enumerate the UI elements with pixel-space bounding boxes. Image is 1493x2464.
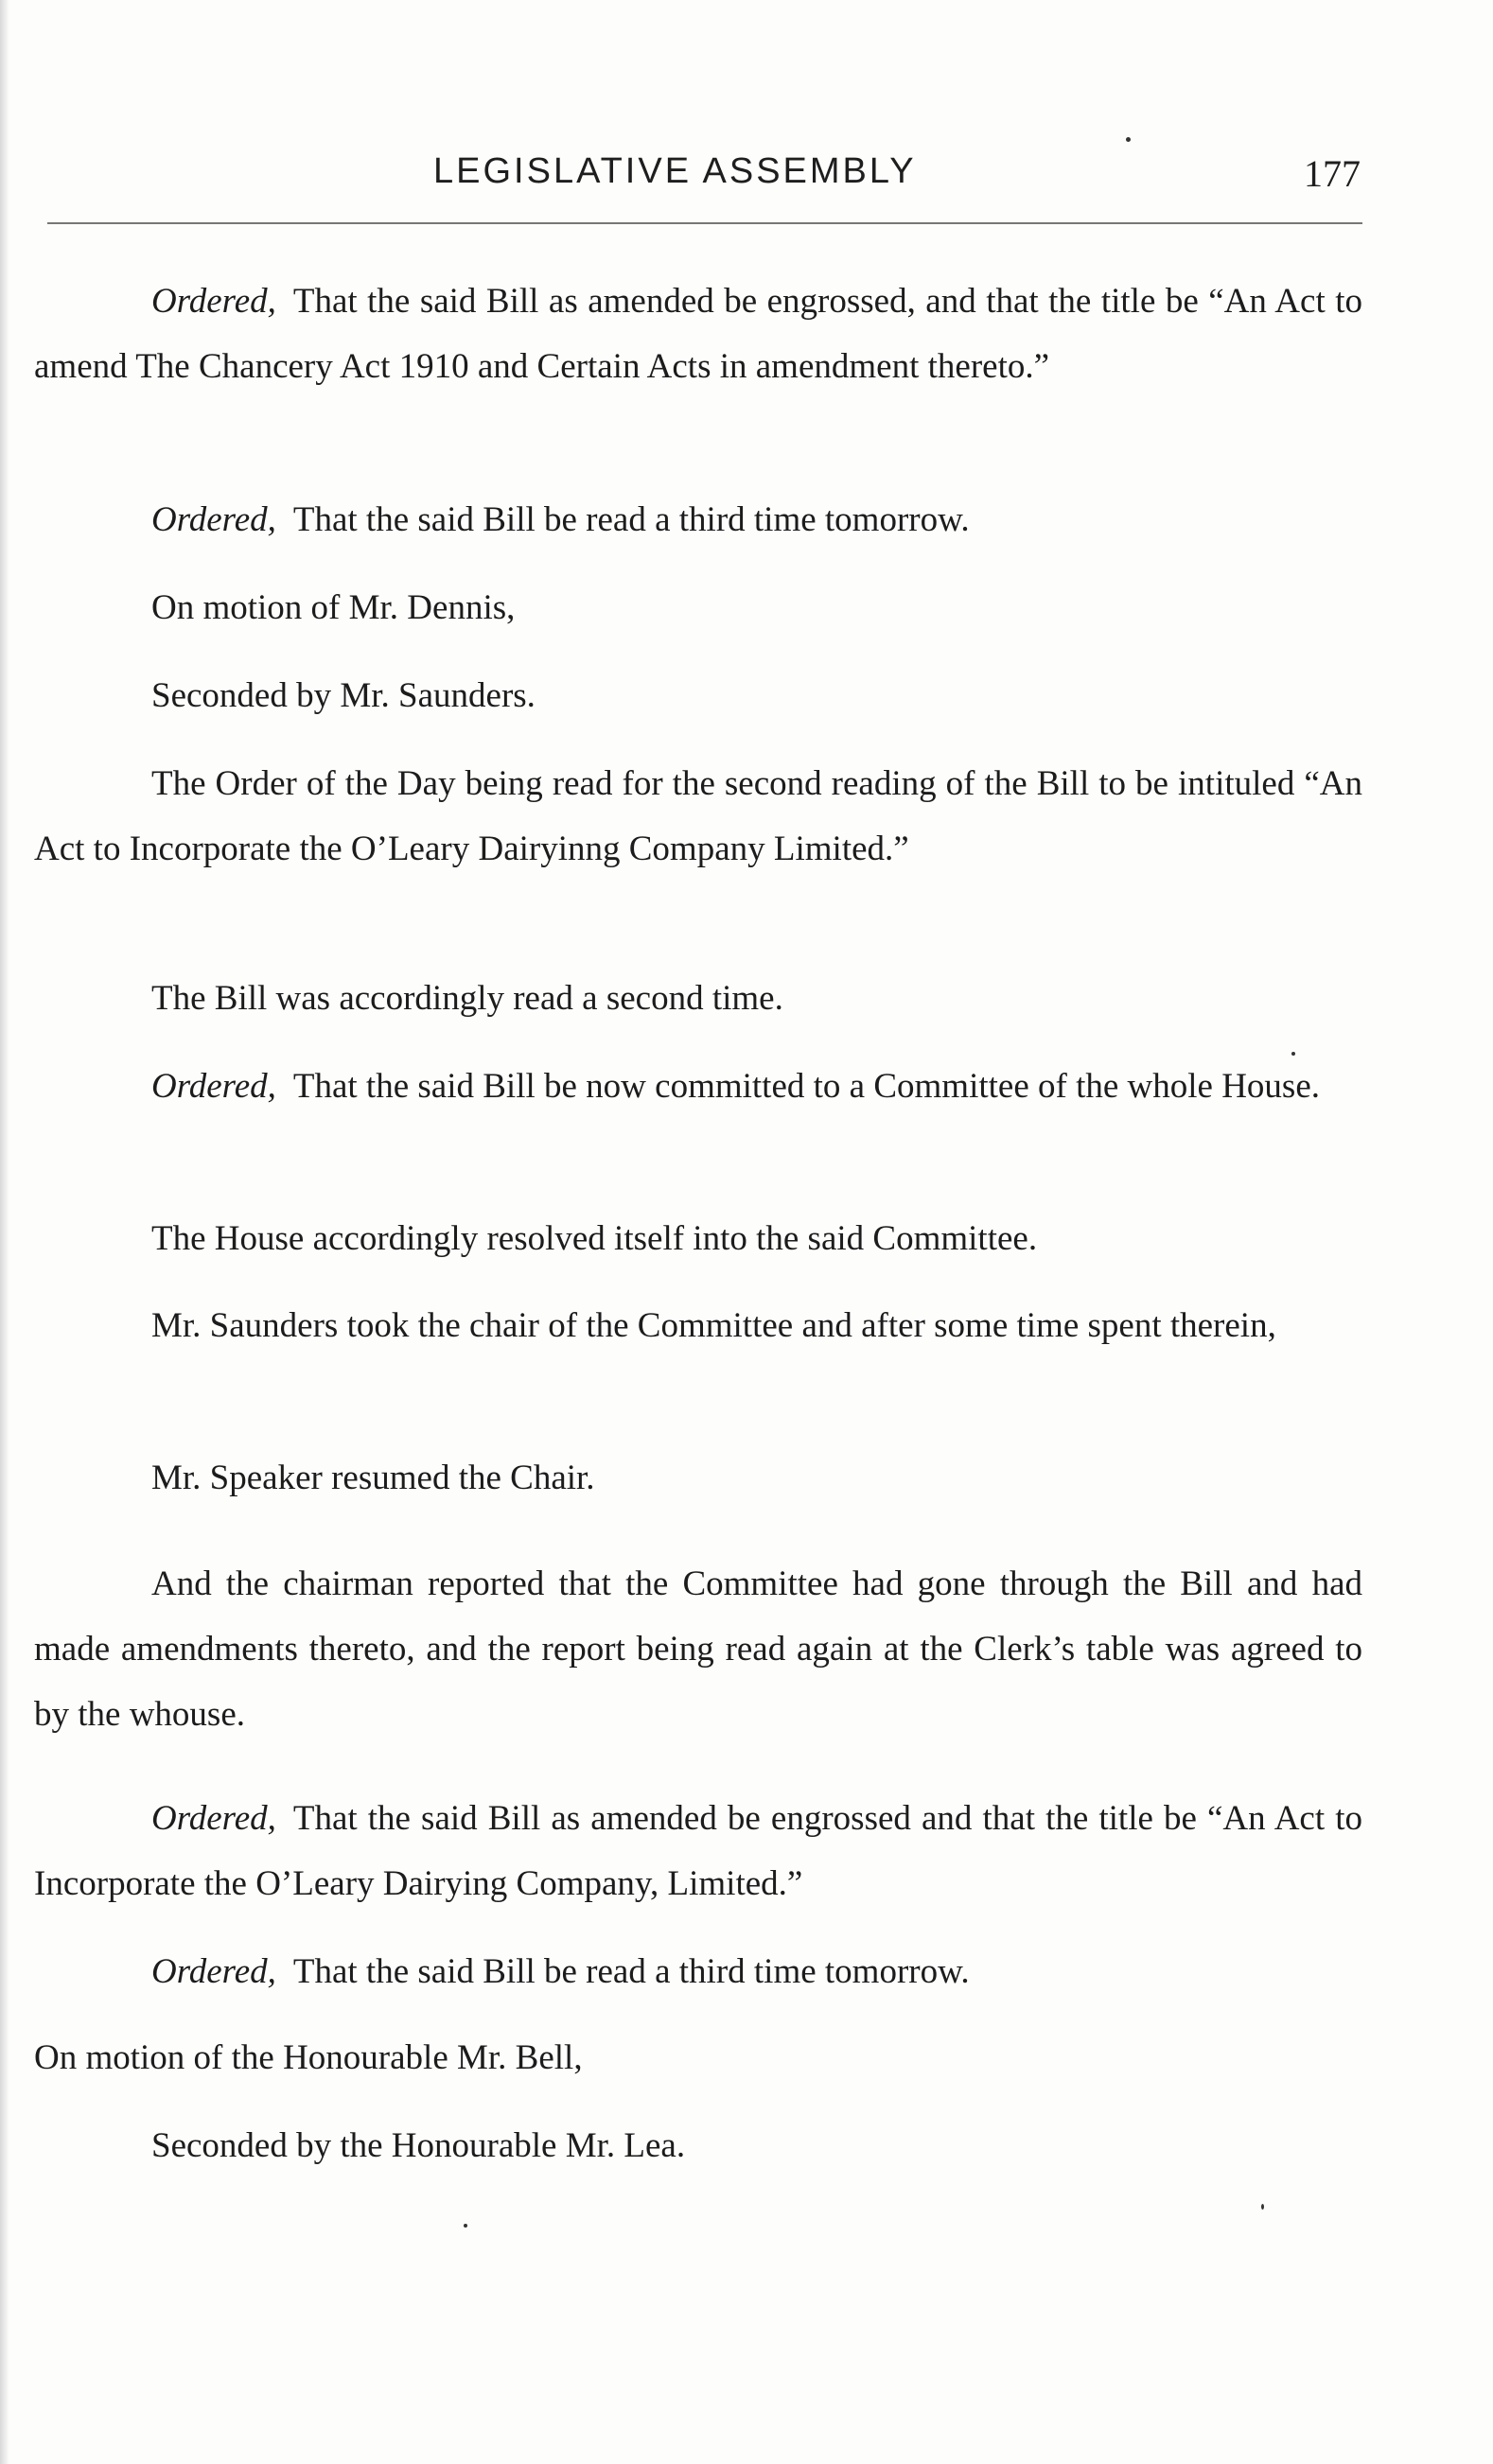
paragraph-seconded-lea bbox=[151, 2113, 1362, 2178]
paragraph-motion-dennis bbox=[151, 575, 1362, 640]
paragraph-text: Mr. Saunders took the chair of the Committee and after some time spent therein, bbox=[151, 1306, 1276, 1345]
ordered-lead: Ordered, bbox=[151, 1799, 276, 1838]
page-number: 177 bbox=[1304, 152, 1361, 195]
paragraph-second-reading bbox=[151, 966, 1362, 1031]
ordered-lead: Ordered, bbox=[151, 1067, 276, 1106]
header-rule bbox=[47, 222, 1362, 224]
running-head bbox=[0, 142, 1493, 199]
paragraph-text: That the said Bill be read a third time tomorrow. bbox=[292, 500, 970, 539]
paragraph-ordered-third-reading-2 bbox=[151, 1939, 1362, 2004]
ordered-lead: Ordered, bbox=[151, 282, 276, 321]
paragraph-ordered-engrossed-chancery bbox=[34, 269, 1362, 399]
paragraph-text: The Bill was accordingly read a second time. bbox=[151, 979, 783, 1018]
paragraph-text: That the said Bill as amended be engrossed, and that the title be “An Act to amend The Chancery Act 1910 and Certain Acts in amendment thereto.” bbox=[34, 282, 1362, 386]
paragraph-motion-bell bbox=[34, 2025, 1362, 2090]
paragraph-order-of-day bbox=[34, 751, 1362, 882]
running-title: LEGISLATIVE ASSEMBLY bbox=[433, 151, 917, 191]
print-speck bbox=[1291, 1052, 1295, 1056]
print-speck bbox=[1126, 137, 1131, 142]
paragraph-speaker-resumed bbox=[151, 1445, 1362, 1511]
ordered-lead: Ordered, bbox=[151, 1952, 276, 1991]
paragraph-text: Seconded by the Honourable Mr. Lea. bbox=[151, 2126, 686, 2165]
paragraph-ordered-committed bbox=[34, 1054, 1362, 1119]
paragraph-ordered-engrossed-oleary bbox=[34, 1786, 1362, 1916]
paragraph-text: And the chairman reported that the Committee had gone through the Bill and had made amendments thereto, and the report being read again at the Clerk’s table was agreed to by the whouse. bbox=[34, 1564, 1362, 1734]
paragraph-text: That the said Bill as amended be engrossed and that the title be “An Act to Incorporate the O’Leary Dairying Company, Limited.” bbox=[34, 1799, 1362, 1903]
paragraph-text: Seconded by Mr. Saunders. bbox=[151, 676, 536, 715]
paragraph-text: The Order of the Day being read for the second reading of the Bill to be intituled “An Act to Incorporate the O’Leary Dairyinng Company Limited.” bbox=[34, 764, 1362, 868]
print-speck bbox=[464, 2224, 467, 2228]
ordered-lead: Ordered, bbox=[151, 500, 276, 539]
paragraph-chairman-reported bbox=[34, 1551, 1362, 1747]
paragraph-ordered-third-reading bbox=[151, 487, 1362, 552]
print-speck bbox=[1261, 2204, 1264, 2210]
paragraph-text: That the said Bill be read a third time tomorrow. bbox=[292, 1952, 970, 1991]
page-edge-shadow bbox=[0, 0, 9, 2464]
paragraph-text: The House accordingly resolved itself into the said Committee. bbox=[151, 1219, 1038, 1258]
paragraph-text: On motion of the Honourable Mr. Bell, bbox=[34, 2038, 583, 2077]
paragraph-house-resolved bbox=[151, 1206, 1362, 1271]
paragraph-seconded-saunders bbox=[151, 663, 1362, 728]
paragraph-text: On motion of Mr. Dennis, bbox=[151, 588, 516, 627]
paragraph-text: That the said Bill be now committed to a Committee of the whole House. bbox=[292, 1067, 1320, 1106]
paragraph-saunders-chair bbox=[34, 1293, 1362, 1358]
paragraph-text: Mr. Speaker resumed the Chair. bbox=[151, 1459, 595, 1497]
